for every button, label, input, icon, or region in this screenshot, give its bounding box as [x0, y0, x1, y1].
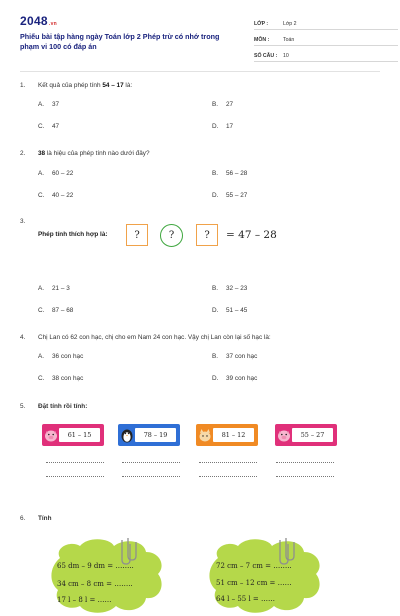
option-text: 47: [52, 123, 60, 130]
subtraction-card-1: [42, 424, 104, 446]
question-number: 6.: [20, 515, 26, 522]
question-4: [20, 334, 380, 344]
option-text: 32 – 23: [226, 285, 248, 292]
cat-icon: [198, 427, 212, 443]
option-letter: C.: [38, 307, 45, 314]
question-text-bold: 54 – 17: [102, 82, 124, 89]
option-letter: A.: [38, 285, 45, 292]
penguin-icon: [120, 427, 134, 443]
option-letter: A.: [38, 353, 45, 360]
right-exercise-2: 51 cm – 12 cm = ……: [216, 579, 292, 587]
meta-key: LỚP :: [254, 21, 269, 27]
option-letter: D.: [212, 123, 219, 130]
option-text: 37: [52, 101, 60, 108]
option-letter: B.: [212, 353, 219, 360]
answer-line[interactable]: [276, 462, 334, 463]
option-letter: C.: [38, 375, 45, 382]
q2-option-b[interactable]: [212, 170, 247, 177]
left-exercise-3: 17 l – 8 l = ……: [57, 596, 112, 604]
option-letter: B.: [212, 285, 219, 292]
header-divider: [20, 71, 380, 72]
option-text: 87 – 68: [52, 307, 74, 314]
q2-option-c[interactable]: [38, 192, 73, 199]
q3-expression: [38, 222, 368, 248]
option-text: 36 con hạc: [52, 353, 84, 360]
meta-value: 10: [283, 53, 289, 59]
q1-option-d[interactable]: [212, 123, 233, 130]
question-text: [38, 82, 132, 89]
pig-icon: [44, 427, 58, 443]
meta-row-class: [254, 16, 398, 30]
meta-row-subject: [254, 32, 398, 46]
missing-number-box[interactable]: ?: [126, 224, 148, 246]
right-exercise-3: 64 l – 55 l = ……: [216, 595, 276, 603]
worksheet-title: Phiếu bài tập hàng ngày Toán lớp 2 Phép trừ có nhớ trong phạm vi 100 có đáp án: [20, 32, 220, 52]
card-expression: 78 – 19: [135, 428, 176, 442]
left-exercise-2: 34 cm – 8 cm = ……..: [57, 580, 133, 588]
option-letter: D.: [212, 375, 219, 382]
card-expression: 61 – 15: [59, 428, 100, 442]
option-text: 37 con hạc: [226, 353, 258, 360]
q2-option-a[interactable]: [38, 170, 73, 177]
q1-option-a[interactable]: [38, 101, 59, 108]
q3-option-b[interactable]: [212, 285, 247, 292]
q4-option-a[interactable]: [38, 353, 83, 360]
question-number: 3.: [20, 218, 26, 225]
cloud-card-right: [206, 536, 326, 616]
option-letter: D.: [212, 192, 219, 199]
q1-option-b[interactable]: [212, 101, 233, 108]
answer-line[interactable]: [276, 476, 334, 477]
option-letter: D.: [212, 307, 219, 314]
subtraction-card-2: [118, 424, 180, 446]
option-letter: B.: [212, 170, 219, 177]
q4-option-c[interactable]: [38, 375, 83, 382]
option-letter: C.: [38, 123, 45, 130]
q2-option-d[interactable]: [212, 192, 247, 199]
question-5: [20, 403, 220, 413]
question-number: 1.: [20, 82, 26, 89]
option-text: 55 – 27: [226, 192, 248, 199]
question-text: Chị Lan có 62 con hạc, chị cho em Nam 24 con hạc. Vậy chị Lan còn lại số hạc là:: [38, 334, 271, 341]
missing-operator-circle[interactable]: ?: [160, 224, 183, 247]
meta-value: Lớp 2: [283, 21, 297, 27]
meta-key: SỐ CÂU :: [254, 53, 278, 59]
cloud-card-left: [48, 536, 168, 616]
q1-option-c[interactable]: [38, 123, 59, 130]
question-1: [20, 82, 380, 92]
question-number: 5.: [20, 403, 26, 410]
card-expression: 81 – 12: [213, 428, 254, 442]
option-letter: C.: [38, 192, 45, 199]
option-letter: A.: [38, 101, 45, 108]
question-text: [38, 150, 150, 157]
answer-line[interactable]: [122, 462, 180, 463]
card-expression: 55 – 27: [292, 428, 333, 442]
subtraction-card-4: [275, 424, 337, 446]
logo-suffix: .vn: [48, 21, 58, 27]
option-text: 27: [226, 101, 234, 108]
left-exercise-1: 65 dm – 9 dm = ……..: [57, 562, 134, 570]
answer-line[interactable]: [46, 476, 104, 477]
answer-line[interactable]: [199, 476, 257, 477]
q4-option-b[interactable]: [212, 353, 257, 360]
option-text: 17: [226, 123, 234, 130]
question-text-suffix: là hiệu của phép tính nào dưới đây?: [45, 150, 150, 157]
question-2: [20, 150, 380, 160]
expression-result: = 47 – 28: [226, 229, 277, 241]
pig-icon: [277, 427, 291, 443]
question-number: 4.: [20, 334, 26, 341]
meta-value: Toán: [283, 37, 295, 43]
option-text: 60 – 22: [52, 170, 74, 177]
option-text: 21 – 3: [52, 285, 70, 292]
worksheet-header: [20, 14, 382, 66]
question-6: [20, 515, 220, 525]
option-text: 56 – 28: [226, 170, 248, 177]
answer-line[interactable]: [199, 462, 257, 463]
question-3: [20, 218, 40, 228]
missing-number-box[interactable]: ?: [196, 224, 218, 246]
question-text-suffix: là:: [123, 82, 133, 89]
q4-option-d[interactable]: [212, 375, 257, 382]
q3-option-c[interactable]: [38, 307, 73, 314]
option-text: 38 con hạc: [52, 375, 84, 382]
option-letter: A.: [38, 170, 45, 177]
q3-option-a[interactable]: [38, 285, 70, 292]
right-exercise-1: 72 cm – 7 cm = ……..: [216, 562, 292, 570]
meta-row-count: [254, 48, 398, 62]
option-text: 40 – 22: [52, 192, 74, 199]
answer-line[interactable]: [122, 476, 180, 477]
question-label: Đặt tính rồi tính:: [38, 403, 88, 410]
logo-text: 2048: [20, 14, 48, 28]
subtraction-card-3: [196, 424, 258, 446]
option-letter: B.: [212, 101, 219, 108]
q3-option-d[interactable]: [212, 307, 247, 314]
answer-line[interactable]: [46, 462, 104, 463]
meta-key: MÔN :: [254, 37, 270, 43]
question-text-bold: 38: [38, 150, 46, 157]
worksheet-meta: [254, 16, 398, 64]
option-text: 39 con hạc: [226, 375, 258, 382]
expression-label: Phép tính thích hợp là:: [38, 231, 108, 238]
question-label: Tính: [38, 515, 52, 522]
option-text: 51 – 45: [226, 307, 248, 314]
question-text-prefix: Kết quả của phép tính: [38, 82, 103, 89]
question-number: 2.: [20, 150, 26, 157]
site-logo[interactable]: [20, 14, 57, 28]
